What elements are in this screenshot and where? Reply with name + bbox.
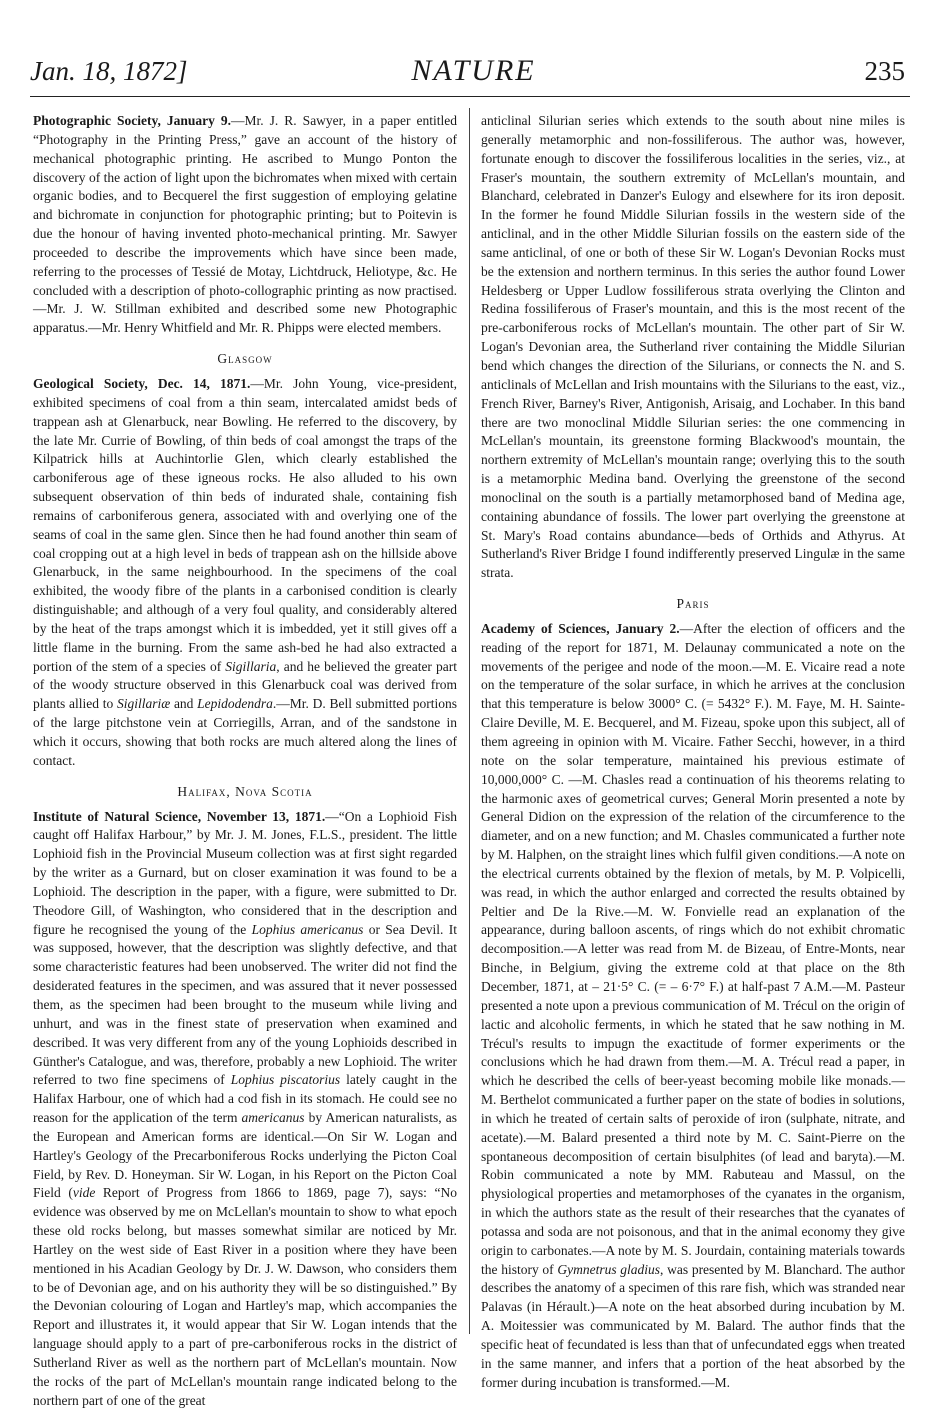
column-divider [469, 108, 470, 1334]
halifax-heading: Halifax, Nova Scotia [177, 783, 313, 799]
geological-society-text-b: , and he believed the greater part of the woody structure observed in this Glenarbuck coal was derived from plants allied to [33, 658, 457, 712]
photographic-society-paragraph [33, 112, 457, 338]
lophius-americanus-term: Lophius americanus [251, 921, 364, 937]
academy-text-b: , was presented by M. Blanchard. The author describes the anatomy of a specimen of this rare fish, which was stranded near Palavas (in Hérault.)—A note on the heat absorbed during incubation by M. A. Moitessier was communicated by M. Balard. The author finds that the specific heat of fecundated is less than that of unfecundated eggs when treated in the same manner, and infers that a portion of the heat absorbed by the former during incubation is transformed.—M. [481, 1261, 905, 1390]
academy-of-sciences-paragraph [481, 620, 905, 1393]
left-column [33, 112, 457, 1411]
institute-text-c: lately caught in the Halifax Harbour, one of which had a cod fish in its stomach. He could see no reason for the application of the term [33, 1072, 457, 1126]
geological-society-paragraph [33, 375, 457, 771]
silurian-continuation-paragraph: anticlinal Silurian series which extends to the south about nine miles is generally metamorphic and non-fossiliferous. The author was, however, fortunate enough to discover the fossiliferous localities in the series, viz., at Fraser's mountain, the southern extremity of McLellan's mountain, and Blanchard, celebrated in Danzer's Eulogy and elsewhere for its iron deposit. In the former he found Middle Silurian fossils in the western side of the anticlinal, and in the other Middle Silurian fossils on the eastern side of the same anticlinal, of one or both of these Sir W. Logan's Devonian Rocks must be the extension and northern terminus. In this series the author found Lower Heldesberg or Upper Ludlow fossiliferous strata overlying the Clinton and Redina fossiliferous of Fraser's mountain, and this is the most recent of the pre-carboniferous rocks of McLellan's mountain. The other part of Sir W. Logan's Devonian area, the Sutherland river containing the Middle Silurian bend which changes the direction of the Silurians, or connects the N. and S. anticlinals of McLellan and Irish mountains with the Silurians to the east, viz., French River, Barney's River, Antigonish, Arisaig, and Lochaber. In this band there are two monoclinal Middle Silurian series: the one commencing in McLellan's mountain, its greenstone forming Blackwood's mountain, the northern extremity of McLellan's mountain range; overlying this to the south is a metamorphic Medina band. Overlying the greenstone of the second monoclinal on the south is a partially metamorphosed band of Medina age, containing abundance of fossils. The lower part overlying the greenstone at St. Mary's Road contains abundance—beds of Orthids and Athyrus. At Sutherland's River Bridge I found indifferently preserved Lingulæ in the same strata. [481, 113, 905, 581]
photographic-society-lead: Photographic Society, January 9. [33, 113, 232, 128]
gymnetrus-gladius-term: Gymnetrus gladius [557, 1261, 661, 1277]
journal-title: NATURE [411, 54, 536, 87]
institute-text-e: Report of Progress from 1866 to 1869, page 7), says: “No evidence was observed by me on McLellan's mountain to show to what epoch these old rocks belong, but masses somewhat similar are noticed by Mr. Hartley on the west side of East River in a position where they have been mentioned in his Acadian Geology by Dr. J. W. Dawson, who considers them to be of Devonian age, and on his authority they will be so distinguished.” By the Devonian colouring of Logan and Hartley's map, which accompanies the Report and illustrates it, it would appear that Sir W. Logan intends that the language should apply to a part of pre-carboniferous rocks in the district of Sutherland River as well as the northern part of McLellan's mountain. Now the rocks of the part of McLellan's mountain range indicated belong to the northern part of one of the great [33, 1185, 458, 1408]
paris-heading: Paris [676, 596, 710, 612]
americanus-term: americanus [241, 1110, 305, 1126]
institute-lead: Institute of Natural Science, November 13, 1871. [33, 808, 326, 824]
header-rule [30, 96, 910, 97]
right-column [481, 112, 905, 1393]
institute-text-d: by American naturalists, as the European and American forms are identical.—On Sir W. Logan and Hartley's Geology of the Precarboniferous Rocks underlying the Picton Coal Field, by Rev. D. Honeyman. Sir W. Logan, in his Report on the Picton Coal Field ( [33, 1110, 457, 1201]
institute-natural-science-paragraph [33, 808, 457, 1411]
lepidodendra-term: Lepidodendra [197, 696, 273, 712]
lophius-piscatorius-term: Lophius piscatorius [230, 1072, 341, 1088]
photographic-society-body: —Mr. J. R. Sawyer, in a paper entitled “Photography in the Printing Press,” gave an account of the history of mechanical photographic printing. He ascribed to Mungo Ponton the discovery of the action of light upon the bichromates when mixed with certain organic bodies, and to Becquerel the first suggestion of employing gelatine and bichromate in conjunction for photographic printing; but to Poitevin is due the honour of having invented photo-mechanical printing. Mr. Sawyer proceeded to describe the improvements which have since been made, referring to the processes of Tessié de Motay, Lichtdruck, Heliotype, &c. He concluded with a description of photo-collographic printing as now practised.—Mr. J. W. Stillman exhibited and described some new Photographic apparatus.—Mr. Henry Whitfield and Mr. R. Phipps were elected members. [33, 113, 457, 336]
institute-text-b: or Sea Devil. It was supposed, however, that the description was slightly defective, and that some characteristic features had been unobserved. The writer did not find the desiderated features in the specimen, and was assured that it never possessed them, as the specimen had been brought to the museum while living and unhurt, and was in the finest state of preservation when examined and described. It was very different from any of the young Lophioids described in Günther's Catalogue, and was, therefore, probably a new Lophioid. The writer referred to two fine specimens of [33, 921, 457, 1088]
geological-society-lead: Geological Society, Dec. 14, 1871. [33, 375, 251, 391]
academy-lead: Academy of Sciences, January 2. [481, 620, 680, 636]
geological-society-text-c: and [170, 696, 198, 712]
academy-text-a: —After the election of officers and the reading of the report for 1871, M. Delaunay communicated a note on the movements of the perigee and node of the moon.—M. E. Vicaire read a note on the temperature of the solar surface, in which he arrives at the conclusion that this temperature is below 3000° C. (= 5432° F.). M. Faye, M. H. Sainte-Claire Deville, M. E. Becquerel, and M. Fizeau, spoke upon this subject, all of them agreeing in opinion with M. Vicaire. Father Secchi, however, in a third note on the solar temperature, maintained his previous estimate of 10,000,000° C. —M. Chasles read a continuation of his theorems relating to the harmonic axes of geometrical curves; General Morin presented a note by General Didion on the expression of the relation of the circumference to the diameter, and on a new function; and M. Chasles communicated a further note by M. Halphen, on the straight lines which fulfil given conditions.—A note on the electrical currents obtained by the flexion of metals, by M. P. Volpicelli, was read, in which the author enlarged and corrected the results obtained by Peltier and De la Rive.—M. W. Fonvielle read an explanation of the appearance, during balloon ascents, of rings which do not exhibit chromatic decomposition.—A letter was read from M. de Bizeau, of Entre-Monts, near Binche, in Belgium, giving the extreme cold at that place on the 8th December, 1871, at – 21·5° C. (= – 6·7° F.) at half-past 7 A.M.—M. Pasteur presented a note upon a previous communication of M. Trécul on the origin of lactic and alcoholic ferments, in which he stated that he saw nothing in M. Trécul's results to impugn the exactitude of former experiments or the conclusions which he had drawn from them.—M. A. Trécul read a paper, in which he described the cells of beer-yeast becoming mobile like monads.—M. Berthelot communicated a further paper on the state of bodies in solutions, in which he treated of certain salts of peroxide of iron (sulphate, nitrate, and acetate).—M. Balard presented a third note by M. C. Saint-Pierre on the spontaneous decomposition of certain bisulphites (of lead and baryta).—M. Robin communicated a note by MM. Rabuteau and Massul, on the physiological properties and metamorphoses of the cyanates in the organism, in which the authors state as the result of their researches that the cyanates of potassa and soda are not poisonous, and that in the animal economy they give origin to carbonates.—A note by M. S. Jourdain, containing materials towards the history of [481, 620, 905, 1277]
sigillariae-term: Sigillariæ [116, 696, 171, 712]
geological-society-text-d: .—Mr. D. Bell submitted portions of the large pitchstone vein at Corriegills, Arran, and of the sandstone in which it occurs, showing that both rocks are much altered along the lines of contact. [33, 696, 457, 768]
geological-society-text-a: —Mr. John Young, vice-president, exhibited specimens of coal from a thin seam, intercalated amidst beds of trappean ash at Glenarbuck, near Bowling. He referred to the discovery, by the late Mr. Currie of Bowling, of thin beds of coal amongst the traps of the Kilpatrick hills at Auchintorlie Glen, which clearly established the carboniferous age of these igneous rocks. He also alluded to his own subsequent observation of thin beds of indurated shale, containing fish remains of carboniferous genera, associated with and overlying one of the seams of coal in the same glen. Since then he had found another thin seam of coal cropping out at a high level in beds of trappean ash on the hillside above Glenarbuck, in the same neighbourhood. In the specimens of the coal exhibited, the woody fibre of the plants in a carbonised condition is clearly distinguishable; and although of a very foul quality, and considerably altered by the heat of the traps amongst which it is imbedded, yet it still gives off a little flame in the burning. From the same ash-bed he had also extracted a portion of the stem of a species of [33, 375, 458, 674]
institute-text-a: —“On a Lophioid Fish caught off Halifax Harbour,” by Mr. J. M. Jones, F.L.S., president. The little Lophioid fish in the Provincial Museum collection was at first sight regarded by the writer as a Gurnard, but on closer examination it was found to be a Lophioid. The description in the paper, with a figure, were submitted to Dr. Theodore Gill, of Washington, who considered that in the description and figure he recognised the young of the [33, 808, 457, 937]
glasgow-heading: Glasgow [217, 351, 273, 367]
sigillaria-term: Sigillaria [225, 658, 277, 674]
issue-date: Jan. 18, 1872] [30, 56, 188, 86]
vide-term: vide [72, 1185, 96, 1201]
page-number: 235 [864, 56, 905, 86]
